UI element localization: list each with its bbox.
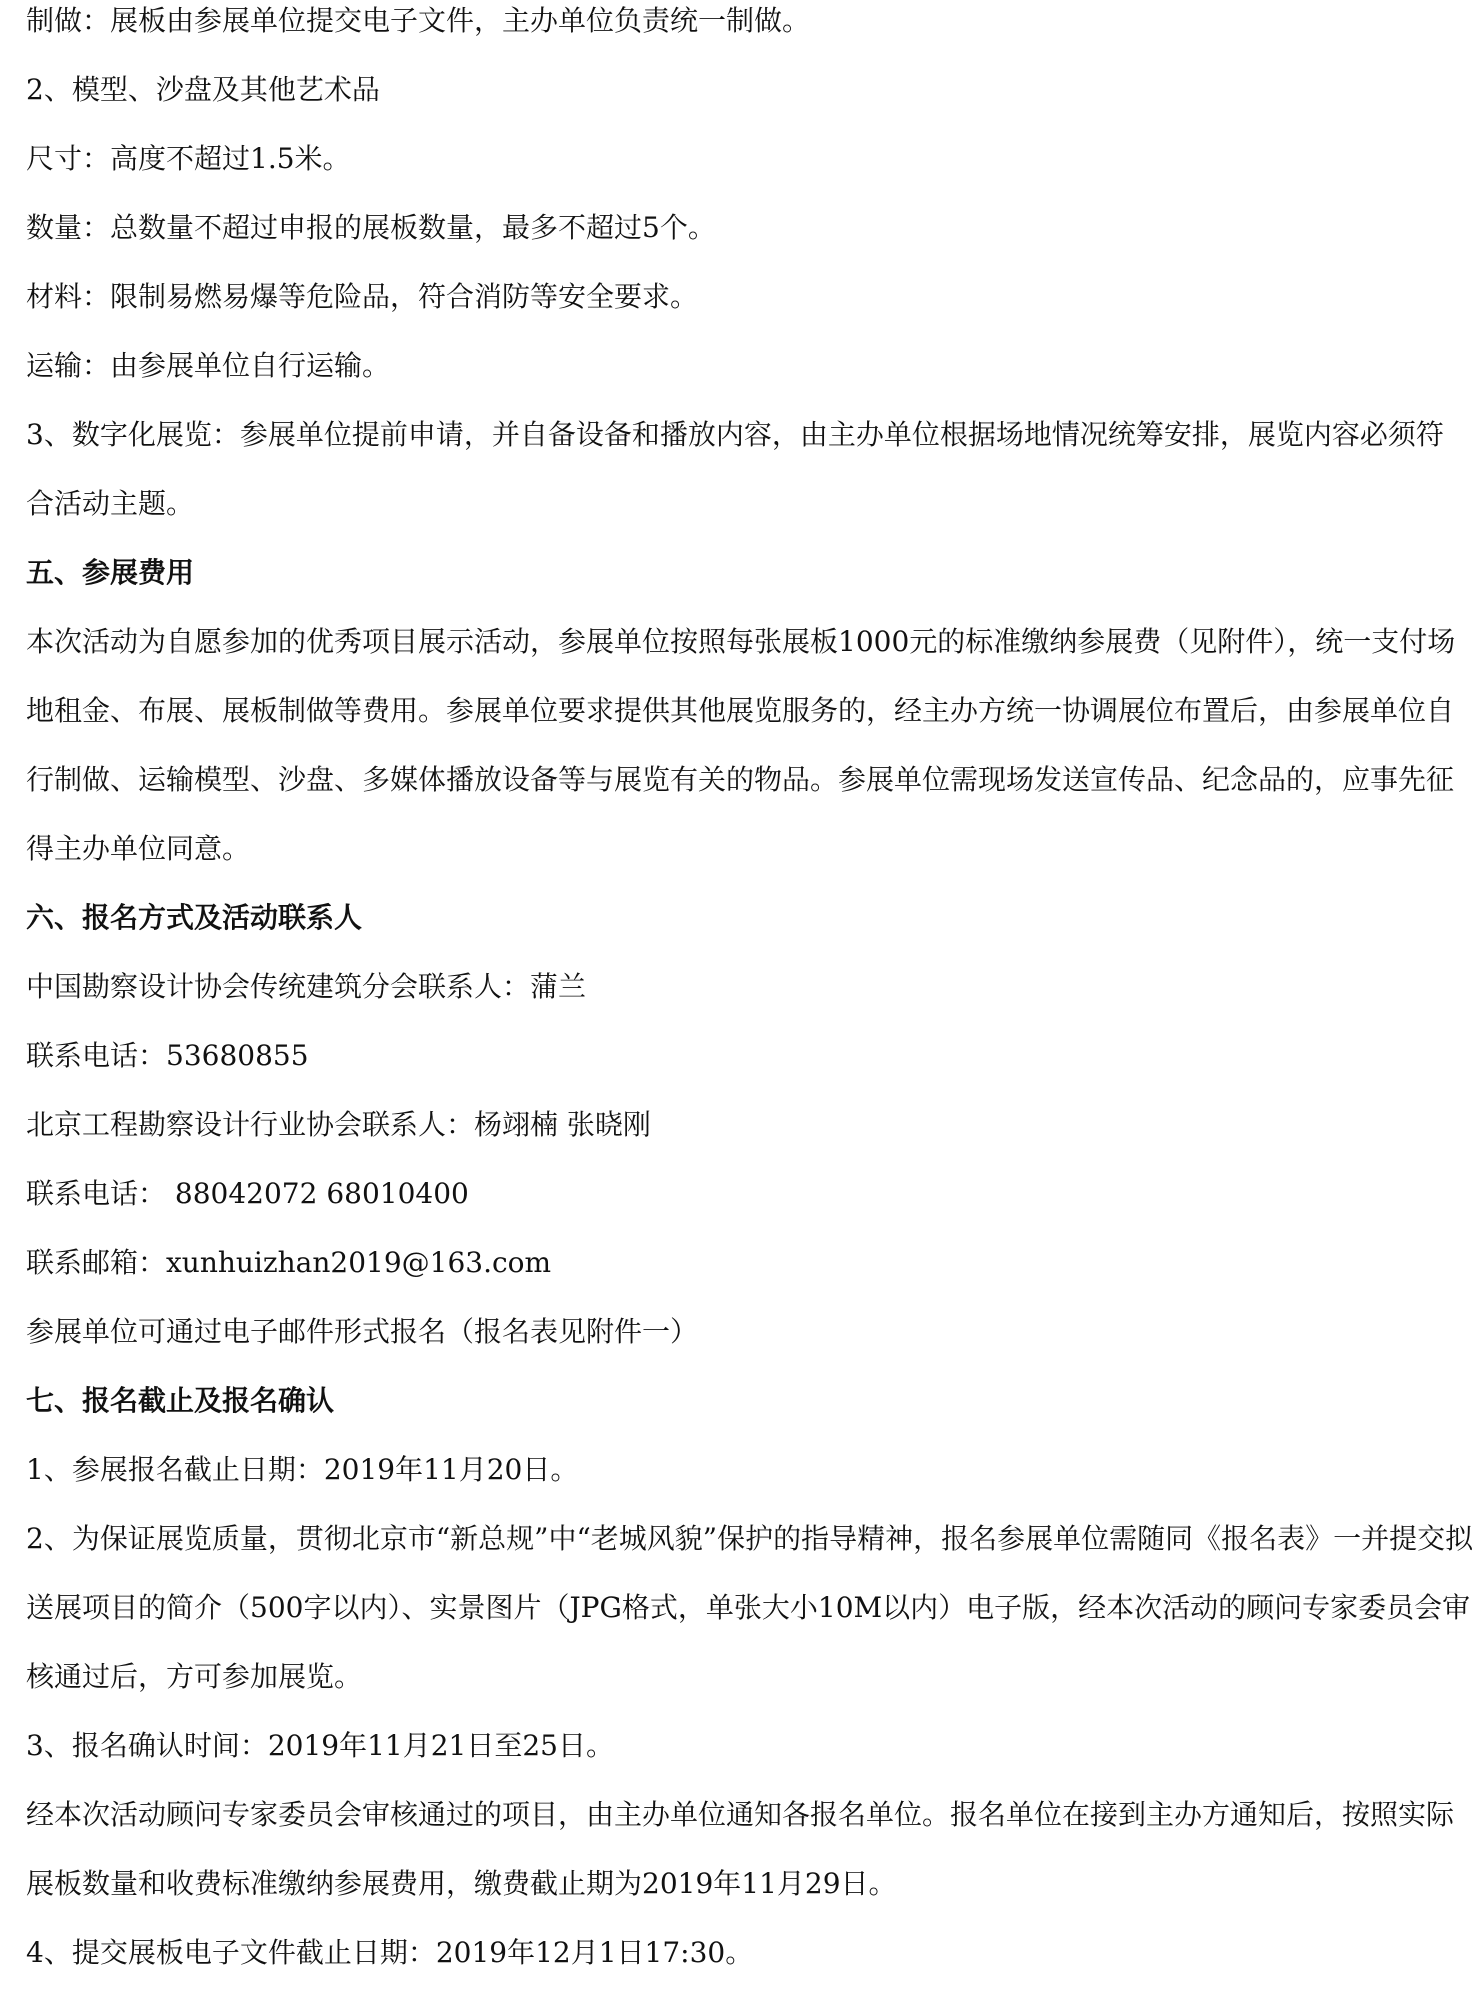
paragraph-confirm-time: 3、报名确认时间：2019年11月21日至25日。 bbox=[26, 1729, 614, 1762]
paragraph-deadline-2-cont: 送展项目的简介（500字以内）、实景图片（JPG格式，单张大小10M以内）电子版，经本次活动的顾问专家委员会审 bbox=[26, 1591, 1471, 1624]
paragraph-confirm-1: 经本次活动顾问专家委员会审核通过的项目，由主办单位通知各报名单位。报名单位在接到主办方通知后，按照实际 bbox=[26, 1798, 1455, 1831]
paragraph-materials: 材料：限制易燃易爆等危险品，符合消防等安全要求。 bbox=[26, 280, 699, 313]
paragraph-digital-exhibit-cont: 合活动主题。 bbox=[26, 487, 195, 520]
section-heading-fees: 五、参展费用 bbox=[26, 556, 195, 589]
contact-person-1: 中国勘察设计协会传统建筑分会联系人：蒲兰 bbox=[26, 970, 587, 1003]
item-models-heading: 2、模型、沙盘及其他艺术品 bbox=[26, 73, 380, 106]
paragraph-deadline-1: 1、参展报名截止日期：2019年11月20日。 bbox=[26, 1453, 579, 1486]
paragraph-production: 制做：展板由参展单位提交电子文件，主办单位负责统一制做。 bbox=[26, 4, 811, 37]
paragraph-email-registration: 参展单位可通过电子邮件形式报名（报名表见附件一） bbox=[26, 1315, 699, 1348]
paragraph-quantity: 数量：总数量不超过申报的展板数量，最多不超过5个。 bbox=[26, 211, 716, 244]
contact-email: 联系邮箱：xunhuizhan2019@163.com bbox=[26, 1246, 552, 1279]
paragraph-transport: 运输：由参展单位自行运输。 bbox=[26, 349, 391, 382]
paragraph-submit-deadline: 4、提交展板电子文件截止日期：2019年12月1日17:30。 bbox=[26, 1936, 754, 1969]
contact-person-2: 北京工程勘察设计行业协会联系人：杨翊楠 张晓刚 bbox=[26, 1108, 651, 1141]
paragraph-deadline-2-end: 核通过后，方可参加展览。 bbox=[26, 1660, 363, 1693]
paragraph-fees-2: 地租金、布展、展板制做等费用。参展单位要求提供其他展览服务的，经主办方统一协调展位布置后，由参展单位自 bbox=[26, 694, 1455, 727]
contact-phone-1: 联系电话：53680855 bbox=[26, 1039, 309, 1072]
paragraph-fees-1: 本次活动为自愿参加的优秀项目展示活动，参展单位按照每张展板1000元的标准缴纳参展费（见附件），统一支付场 bbox=[26, 625, 1456, 658]
paragraph-fees-3: 行制做、运输模型、沙盘、多媒体播放设备等与展览有关的物品。参展单位需现场发送宣传品、纪念品的，应事先征 bbox=[26, 763, 1455, 796]
paragraph-digital-exhibit: 3、数字化展览：参展单位提前申请，并自备设备和播放内容，由主办单位根据场地情况统筹安排，展览内容必须符 bbox=[26, 418, 1444, 451]
paragraph-confirm-2: 展板数量和收费标准缴纳参展费用，缴费截止期为2019年11月29日。 bbox=[26, 1867, 897, 1900]
section-heading-deadline: 七、报名截止及报名确认 bbox=[26, 1384, 335, 1417]
contact-phone-2: 联系电话： 88042072 68010400 bbox=[26, 1177, 469, 1210]
paragraph-deadline-2: 2、为保证展览质量，贯彻北京市“新总规”中“老城风貌”保护的指导精神，报名参展单位需随同《报名表》一并提交拟 bbox=[26, 1522, 1474, 1555]
section-heading-registration: 六、报名方式及活动联系人 bbox=[26, 901, 363, 934]
paragraph-size: 尺寸：高度不超过1.5米。 bbox=[26, 142, 351, 175]
paragraph-fees-4: 得主办单位同意。 bbox=[26, 832, 251, 865]
